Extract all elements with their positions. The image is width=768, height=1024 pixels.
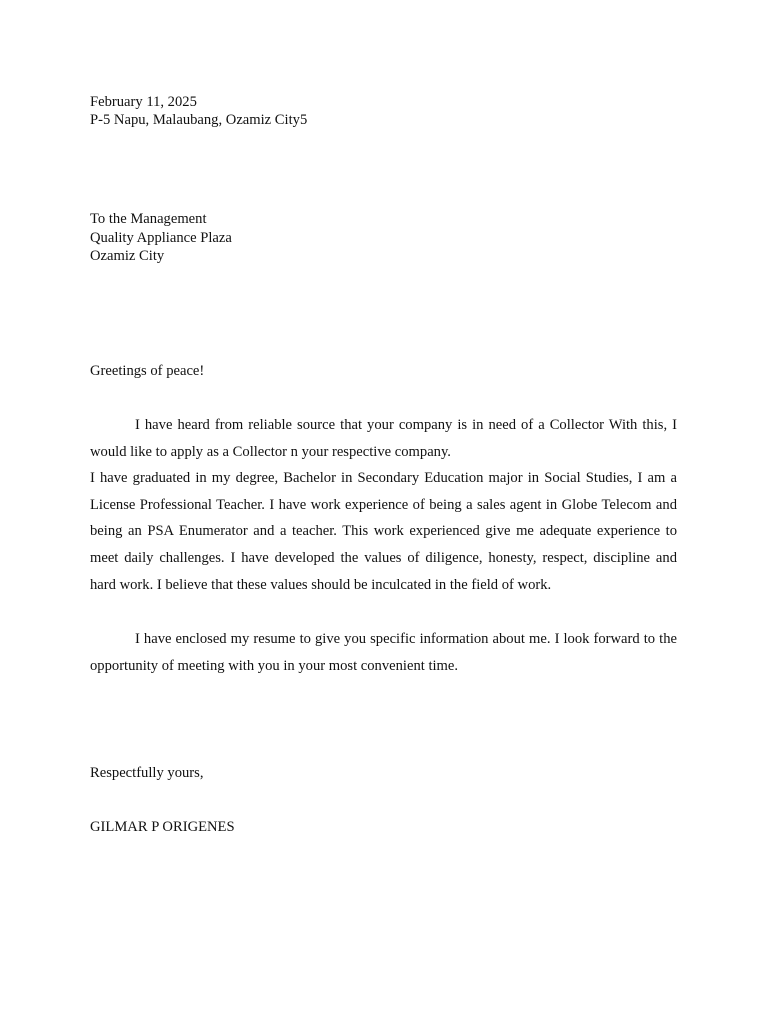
paragraph-2-text: I have graduated in my degree, Bachelor in Secondary Education major in Social Studies, I am a License Professional Teacher. I have work experience of being a sales agent in Globe Telecom and being an PSA Enumerator and a teacher. This work experienced give me adequate experience to meet daily challenges. I have developed the values of diligence, honesty, respect, discipline and hard work. I believe that these values should be inculcated in the field of work. — [90, 470, 677, 593]
letter-date: February 11, 2025 — [90, 94, 197, 110]
recipient-line-2: Quality Appliance Plaza — [90, 230, 232, 246]
paragraph-1-text: I have heard from reliable source that your company is in need of a Collector With this, I would like to apply as a Collector n your respective company. — [90, 417, 677, 460]
recipient-line-3: Ozamiz City — [90, 248, 165, 264]
signatory-name: GILMAR P ORIGENES — [90, 819, 235, 835]
body-paragraph-2 — [90, 465, 677, 599]
body-paragraph-1 — [90, 412, 677, 465]
greeting: Greetings of peace! — [90, 363, 205, 379]
paragraph-3-text: I have enclosed my resume to give you specific information about me. I look forward to the opportunity of meeting with you in your most convenient time. — [90, 631, 677, 674]
body-paragraph-3 — [90, 626, 677, 679]
recipient-line-1: To the Management — [90, 211, 207, 227]
sender-address: P-5 Napu, Malaubang, Ozamiz City5 — [90, 112, 308, 128]
closing: Respectfully yours, — [90, 765, 204, 781]
